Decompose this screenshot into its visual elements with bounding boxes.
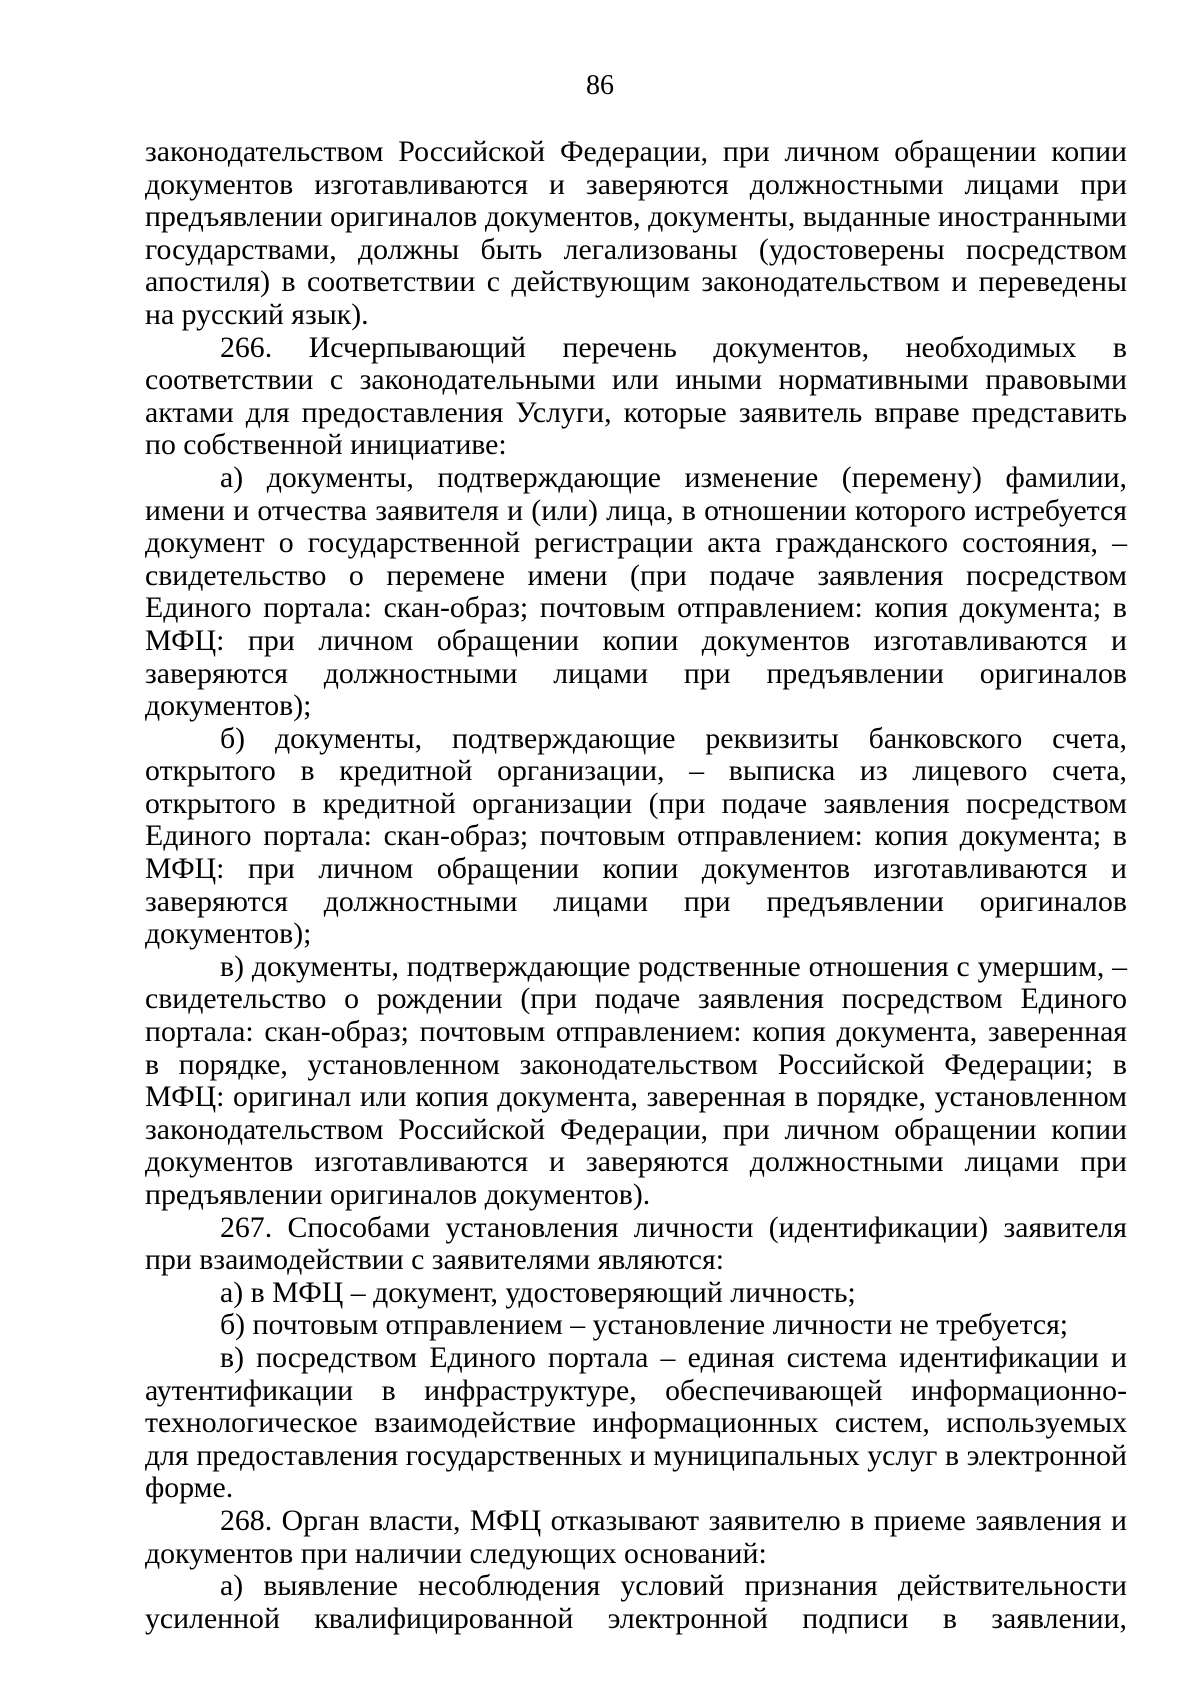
paragraph-266-v: в) документы, подтверждающие родственные отношения с умершим, – свидетельство о рождении (при подаче заявления посредством Единого портала: скан-образ; почтовым отправлением: копия документа, заверенная в порядке, установленном законодательством Российской Федерации; в МФЦ: оригинал или копия документа, заверенная в порядке, установленном законодательством Российской Федерации, при личном обращении копии документов изготавливаются и заверяются должностными лицами при предъявлении оригиналов документов). <box>145 949 1127 1211</box>
paragraph-266-b: б) документы, подтверждающие реквизиты банковского счета, открытого в кредитной организации, – выписка из лицевого счета, открытого в кредитной организации (при подаче заявления посредством Единого портала: скан-образ; почтовым отправлением: копия документа; в МФЦ: при личном обращении копии документов изготавливаются и заверяются должностными лицами при предъявлении оригиналов документов); <box>145 721 1127 951</box>
paragraph-267: 267. Способами установления личности (идентификации) заявителя при взаимодействии с заявителями являются: <box>145 1210 1127 1277</box>
paragraph-continuation: законодательством Российской Федерации, при личном обращении копии документов изготавливаются и заверяются должностными лицами при предъявлении оригиналов документов, документы, выданные иностранными государствами, должны быть легализованы (удостоверены посредством апостиля) в соответствии с действующим законодательством и переведены на русский язык). <box>145 135 1127 331</box>
paragraph-266: 266. Исчерпывающий перечень документов, необходимых в соответствии с законодательными или иными нормативными правовыми актами для предоставления Услуги, которые заявитель вправе представить по собственной инициативе: <box>145 330 1127 462</box>
page-number: 86 <box>586 70 614 101</box>
paragraph-267-v: в) посредством Единого портала – единая система идентификации и аутентификации в инфраструктуре, обеспечивающей информационно-технологическое взаимодействие информационных систем, используемых для предоставления государственных и муниципальных услуг в электронной форме. <box>145 1340 1127 1505</box>
paragraph-268: 268. Орган власти, МФЦ отказывают заявителю в приеме заявления и документов при наличии следующих оснований: <box>145 1503 1127 1570</box>
paragraph-267-a: а) в МФЦ – документ, удостоверяющий личность; <box>220 1275 856 1309</box>
document-body <box>145 136 1127 1635</box>
paragraph-266-a: а) документы, подтверждающие изменение (перемену) фамилии, имени и отчества заявителя и (или) лица, в отношении которого истребуется документ о государственной регистрации акта гражданского состояния, – свидетельство о перемене имени (при подаче заявления посредством Единого портала: скан-образ; почтовым отправлением: копия документа; в МФЦ: при личном обращении копии документов изготавливаются и заверяются должностными лицами при предъявлении оригиналов документов); <box>145 460 1127 723</box>
paragraph-268-a: а) выявление несоблюдения условий признания действительности усиленной квалифицированной электронной подписи в заявлении, <box>145 1569 1127 1635</box>
paragraph-267-b: б) почтовым отправлением – установление личности не требуется; <box>220 1308 1069 1342</box>
